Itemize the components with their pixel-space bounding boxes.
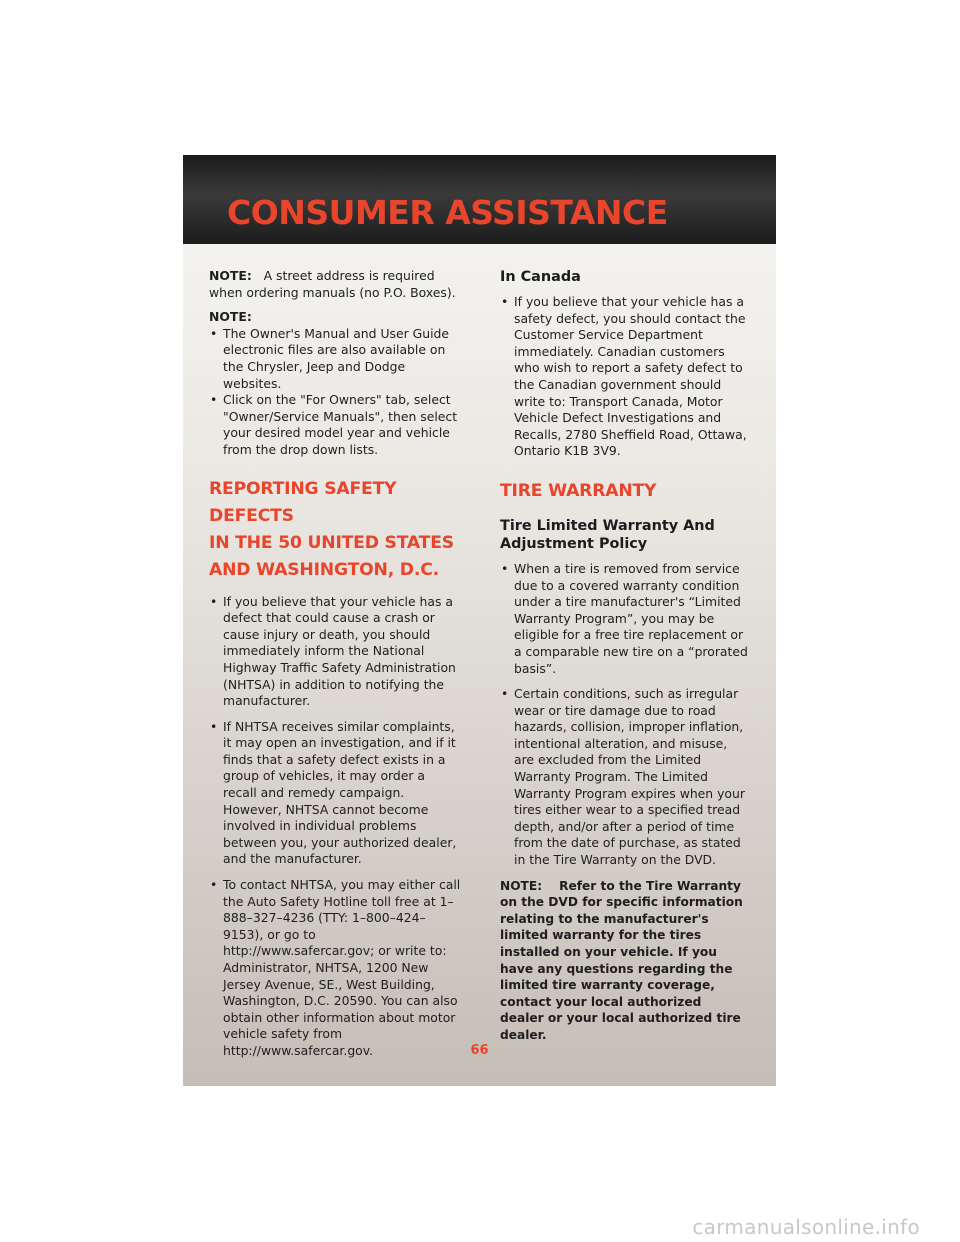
- note-label: NOTE:: [209, 309, 252, 325]
- note-label: NOTE:: [209, 268, 252, 283]
- right-column: [500, 268, 748, 1052]
- list-item: • If you believe that your vehicle has a safety defect, you should contact the Customer Service Department immediately. Canadian customers who wish to report a safety defect to the Canadian government should write to: Transport Canada, Motor Vehicle Defect Investigations and Recalls, 2780 Sheffield Road, Ottawa, Ontario K1B 3V9.: [500, 294, 748, 460]
- manual-page: [183, 155, 776, 1086]
- list-item: • The Owner's Manual and User Guide electronic files are also available on the Chrysler, Jeep and Dodge websites.: [209, 326, 461, 392]
- site-watermark: carmanualsonline.info: [692, 1215, 920, 1239]
- list-item: • If you believe that your vehicle has a defect that could cause a crash or cause injury or death, you should immediately inform the National Highway Traffic Safety Administration (NHTSA) in addition to notifying the manufacturer.: [209, 594, 461, 710]
- list-item: • Certain conditions, such as irregular wear or tire damage due to road hazards, collision, improper inflation, intentional alteration, and misuse, are excluded from the Limited Warranty Program. The Limited Warranty Program expires when your tires either wear to a specified tread depth, and/or after a period of time from the date of purchase, as stated in the Tire Warranty on the DVD.: [500, 686, 748, 869]
- canada-heading: In Canada: [500, 269, 581, 285]
- canada-list: [500, 294, 748, 460]
- page-header-banner: [183, 155, 776, 244]
- note-label: NOTE:: [500, 878, 543, 893]
- note-text: A street address is required when ordering manuals (no P.O. Boxes).: [209, 268, 456, 300]
- heading-line: IN THE 50 UNITED STATES: [209, 532, 454, 553]
- list-item: • Click on the "For Owners" tab, select "Owner/Service Manuals", then select your desired model year and vehicle from the drop down lists.: [209, 392, 461, 458]
- tire-warranty-list: [500, 561, 748, 869]
- note-text: Refer to the Tire Warranty on the DVD for specific information relating to the manufacturer's limited warranty for the tires installed on your vehicle. If you have any questions regarding the limited tire warranty coverage, contact your local authorized dealer or your local authorized tire dealer.: [500, 878, 743, 1042]
- tire-warranty-heading: TIRE WARRANTY: [500, 480, 657, 501]
- safety-defects-list: [209, 594, 461, 1060]
- note-bullet-list: [209, 326, 461, 459]
- left-column: [209, 268, 461, 1069]
- page-number: 66: [470, 1043, 489, 1058]
- note-label-2: [209, 309, 461, 326]
- note-manuals: [209, 268, 461, 301]
- tire-warranty-subheading: Tire Limited Warranty And Adjustment Policy: [500, 517, 715, 552]
- list-item: • When a tire is removed from service due to a covered warranty condition under a tire manufacturer's “Limited Warranty Program”, you may be eligible for a free tire replacement or a comparable new tire on a “prorated basis”.: [500, 561, 748, 677]
- tire-warranty-note: [500, 878, 748, 1044]
- list-item: • To contact NHTSA, you may either call the Auto Safety Hotline toll free at 1–888–327–4236 (TTY: 1–800–424–9153), or go to http://www.safercar.gov; or write to: Administrator, NHTSA, 1200 New Jersey Avenue, SE., West Building, Washington, D.C. 20590. You can also obtain other information about motor vehicle safety from http://www.safercar.gov.: [209, 877, 461, 1060]
- page-title: CONSUMER ASSISTANCE: [227, 193, 668, 232]
- heading-line: REPORTING SAFETY DEFECTS: [209, 478, 397, 526]
- section-heading-safety-defects: [209, 476, 461, 584]
- heading-line: AND WASHINGTON, D.C.: [209, 559, 439, 580]
- list-item: • If NHTSA receives similar complaints, it may open an investigation, and if it finds that a safety defect exists in a group of vehicles, it may order a recall and remedy campaign. However, NHTSA cannot become involved in individual problems between you, your authorized dealer, and the manufacturer.: [209, 719, 461, 868]
